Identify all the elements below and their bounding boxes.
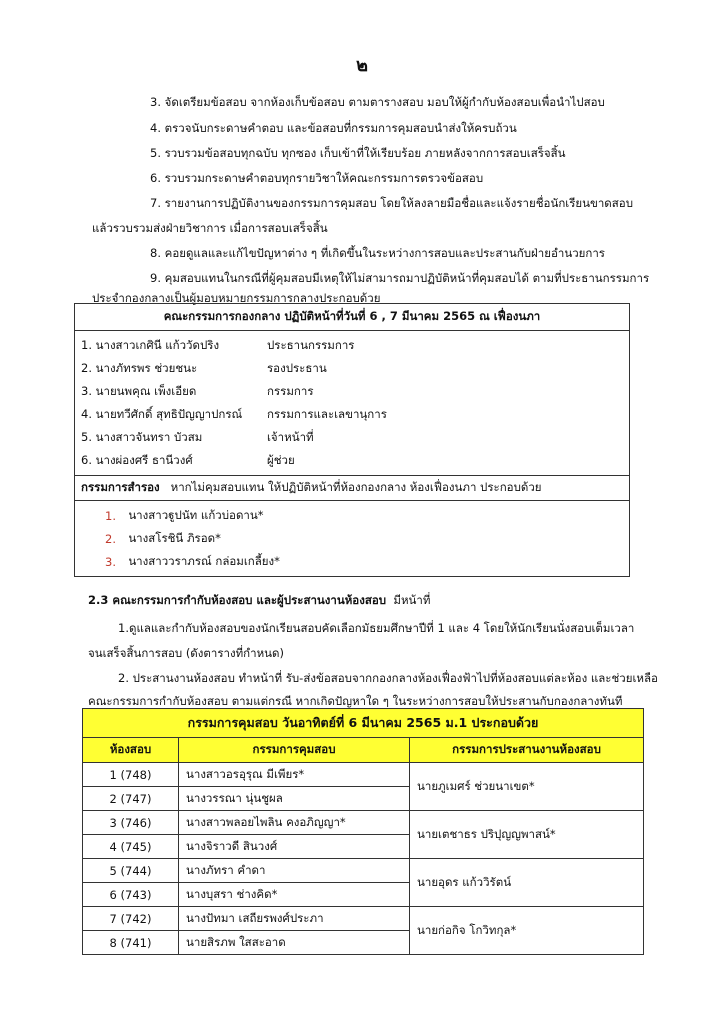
list-item: 8. คอยดูแลและแก้ไขปัญหาต่าง ๆ ที่เกิดขึ้นในระหว่างการสอบและประสานกับฝ่ายอำนวยการ [150,246,605,260]
member-name: 5. นางสาวจันทรา บัวสม [81,429,203,444]
section-heading [88,592,430,610]
section-line: คณะกรรมการกำกับห้องสอบ ตามแต่กรณี หากเกิดปัญหาใด ๆ ในระหว่างการสอบให้ประสานกับกองกลางทันที [88,694,623,708]
reserve-list [75,501,630,577]
proctor-cell: นางปัทมา เสถียรพงศ์ประภา [179,907,410,931]
member-role: ประธานกรรมการ [267,337,355,352]
column-header-proctor: กรรมการคุมสอบ [179,738,410,763]
room-cell: 7 (742) [83,907,179,931]
room-cell: 3 (746) [83,811,179,835]
member-role: ผู้ช่วย [267,452,295,467]
coordinator-cell: นายภูเมศร์ ช่วยนาเขต* [410,763,644,811]
room-cell: 8 (741) [83,931,179,955]
member-role: กรรมการ [267,383,314,398]
list-item: 4. ตรวจนับกระดาษคำตอบ และข้อสอบที่กรรมการคุมสอบนำส่งให้ครบถ้วน [150,121,517,135]
list-item: 6. รวบรวมกระดาษคำตอบทุกรายวิชาให้คณะกรรมการตรวจข้อสอบ [150,171,484,185]
proctor-table [82,708,644,955]
proctor-cell: นางวรรณา นุ่นชูผล [179,787,410,811]
member-role: กรรมการและเลขานุการ [267,406,387,421]
column-header-coordinator: กรรมการประสานงานห้องสอบ [410,738,644,763]
central-committee-table [74,303,630,577]
list-item: 5. รวบรวมข้อสอบทุกฉบับ ทุกซอง เก็บเข้าที่ให้เรียบร้อย ภายหลังจากการสอบเสร็จสิ้น [150,146,566,160]
member-name: 3. นายนพคุณ เพ็งเอียด [81,383,197,398]
section-line: จนเสร็จสิ้นการสอบ (ดังตารางที่กำหนด) [88,646,284,660]
member-name: 2. นางภัทรพร ช่วยชนะ [81,360,198,375]
member-row [75,403,629,426]
member-row [75,334,629,357]
proctor-table-title: กรรมการคุมสอบ วันอาทิตย์ที่ 6 มีนาคม 2565 ม.1 ประกอบด้วย [83,709,644,738]
proctor-cell: นางสาวพลอยไพลิน คงอภิญญา* [179,811,410,835]
reserve-label: กรรมการสำรอง [81,480,160,494]
reserve-text: หากไม่คุมสอบแทน ให้ปฏิบัติหน้าที่ห้องกองกลาง ห้องเฟื่องนภา ประกอบด้วย [170,480,542,494]
reserve-name: นางสโรชินี ภิรอด* [128,530,221,545]
page-number: ๒ [356,55,368,76]
proctor-cell: นางสาวอรอุรุณ มีเพียร* [179,763,410,787]
central-committee-header: คณะกรรมการกองกลาง ปฏิบัติหน้าที่วันที่ 6 , 7 มีนาคม 2565 ณ เฟื่องนภา [75,304,630,331]
reserve-header [75,476,630,501]
section-line: 1.ดูแลและกำกับห้องสอบของนักเรียนสอบคัดเลือกมัธยมศึกษาปีที่ 1 และ 4 โดยให้นักเรียนนั่งสอบเต็มเวลา [118,621,635,635]
room-cell: 5 (744) [83,859,179,883]
table-row [83,811,644,835]
proctor-cell: นางจิราวดี สินวงศ์ [179,835,410,859]
reserve-number: 3. [105,554,116,569]
list-item: 3. จัดเตรียมข้อสอบ จากห้องเก็บข้อสอบ ตามตารางสอบ มอบให้ผู้กำกับห้องสอบเพื่อนำไปสอบ [150,95,605,109]
member-name: 6. นางผ่องศรี ธานีวงศ์ [81,452,193,467]
room-cell: 6 (743) [83,883,179,907]
coordinator-cell: นายอุดร แก้ววิรัตน์ [410,859,644,907]
proctor-cell: นางบุสรา ช่างคิด* [179,883,410,907]
member-name: 4. นายทวีศักดิ์ สุทธิปัญญาปกรณ์ [81,406,243,421]
proctor-cell: นายสิรภพ ใสสะอาด [179,931,410,955]
list-item: 7. รายงานการปฏิบัติงานของกรรมการคุมสอบ โดยให้ลงลายมือชื่อและแจ้งรายชื่อนักเรียนขาดสอบ [150,196,633,210]
reserve-row [75,550,629,573]
reserve-row [75,527,629,550]
table-row [83,859,644,883]
section-line: 2. ประสานงานห้องสอบ ทำหน้าที่ รับ-ส่งข้อสอบจากกองกลางห้องเฟื่องฟ้าไปที่ห้องสอบแต่ละห้อง และช่วยเหลือ [118,671,658,685]
member-row [75,380,629,403]
coordinator-cell: นายก่อกิจ โกวิทกุล* [410,907,644,955]
member-name: 1. นางสาวเกศินี แก้ววัดปริง [81,337,220,352]
member-row [75,426,629,449]
room-cell: 1 (748) [83,763,179,787]
member-role: รองประธาน [267,360,327,375]
section-heading-suffix: มีหน้าที่ [393,593,431,607]
member-row [75,449,629,472]
member-row [75,357,629,380]
reserve-number: 2. [105,531,116,546]
list-item-continuation: แล้วรวบรวมส่งฝ่ายวิชาการ เมื่อการสอบเสร็จสิ้น [92,221,328,235]
list-item-continuation: ประจำกองกลางเป็นผู้มอบหมายกรรมการกลางประกอบด้วย [92,291,381,305]
table-row [83,907,644,931]
table-row [83,763,644,787]
reserve-name: นางสาววราภรณ์ กล่อมเกลี้ยง* [128,553,280,568]
reserve-row [75,504,629,527]
room-cell: 4 (745) [83,835,179,859]
proctor-cell: นางภัทรา คำดา [179,859,410,883]
column-header-room: ห้องสอบ [83,738,179,763]
list-item: 9. คุมสอบแทนในกรณีที่ผู้คุมสอบมีเหตุให้ไม่สามารถมาปฏิบัติหน้าที่คุมสอบได้ ตามที่ประธานกรรมการ [150,271,650,285]
central-committee-members [75,331,630,476]
member-role: เจ้าหน้าที่ [267,429,314,444]
room-cell: 2 (747) [83,787,179,811]
reserve-number: 1. [105,508,116,523]
section-heading-bold: 2.3 คณะกรรมการกำกับห้องสอบ และผู้ประสานงานห้องสอบ [88,593,387,607]
reserve-name: นางสาวฐูปนัท แก้วบ่อดาน* [128,507,264,522]
coordinator-cell: นายเตชาธร ปริปุญญพาสน์* [410,811,644,859]
